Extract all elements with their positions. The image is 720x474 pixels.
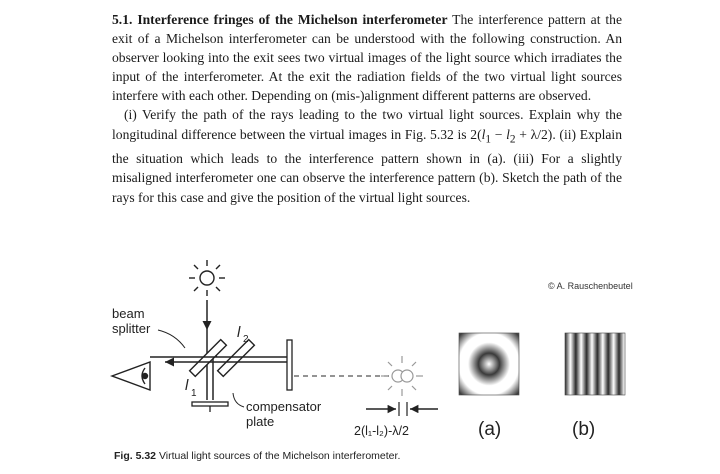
length-l2-sub: 2 [243,334,249,345]
ring-pattern [459,333,519,395]
fringe-pattern [565,333,625,395]
formula-l1: l [481,126,486,142]
length-l1-label: l [185,377,189,394]
figure-caption [114,450,400,462]
caption-text: Virtual light sources of the Michelson interferometer. [158,450,401,462]
copyright-label: © A. Rauschenbeutel [548,281,633,291]
section-title: Interference fringes of the Michelson interferometer [137,12,448,27]
formula-sub1: 1 [485,133,492,146]
task-text-1: (i) Verify the path of the rays leading to the two virtual light sources. Explain why the longitudinal difference between the virtual images in Fig. 5.32 is 2( [112,107,622,142]
virtual-light-sources-icon [381,356,423,396]
beam-splitter-label-1: beam [112,306,145,321]
mirror-1 [192,402,228,406]
beam-splitter-label-2: splitter [112,321,151,336]
light-source-icon [189,260,225,296]
compensator-leader [233,393,244,407]
section-number: 5.1. [112,12,133,27]
length-l2-label: l [237,324,241,341]
length-l1-sub: 1 [191,388,197,399]
eye-icon [112,362,150,390]
formula-sub2: 2 [509,133,516,146]
formula-l2: l [506,126,510,142]
difference-formula: 2(l₁-l₂)-λ/2 [354,424,409,438]
compensator-label-1: compensator [246,399,322,414]
formula-minus: − [491,126,507,142]
mirror-2 [287,340,292,390]
compensator-label-2: plate [246,414,275,429]
caption-label: Fig. 5.32 [114,450,157,462]
beam-splitter-leader [158,330,185,348]
intro-text: The interference pattern at the exit of a Michelson interferometer can be understood with the following construction. An observer looking into the exit sees two virtual images of the light source which irradiates the input of the interferometer. At the exit the radiation fields of the two virtual light sources interfere with each other. Depending on (mis-)alignment different patterns are observed. [112,12,622,104]
label-a: (a) [478,419,502,440]
task-text-2: + λ/2). (ii) Explain the situation which leads to the interference pattern shown in (a). (iii) For a slightly misaligned interferometer one can observe the interference pattern (b). Sketch the path of the rays for this case and give the position of the virtual light sources. [112,126,623,205]
label-b: (b) [572,419,596,440]
